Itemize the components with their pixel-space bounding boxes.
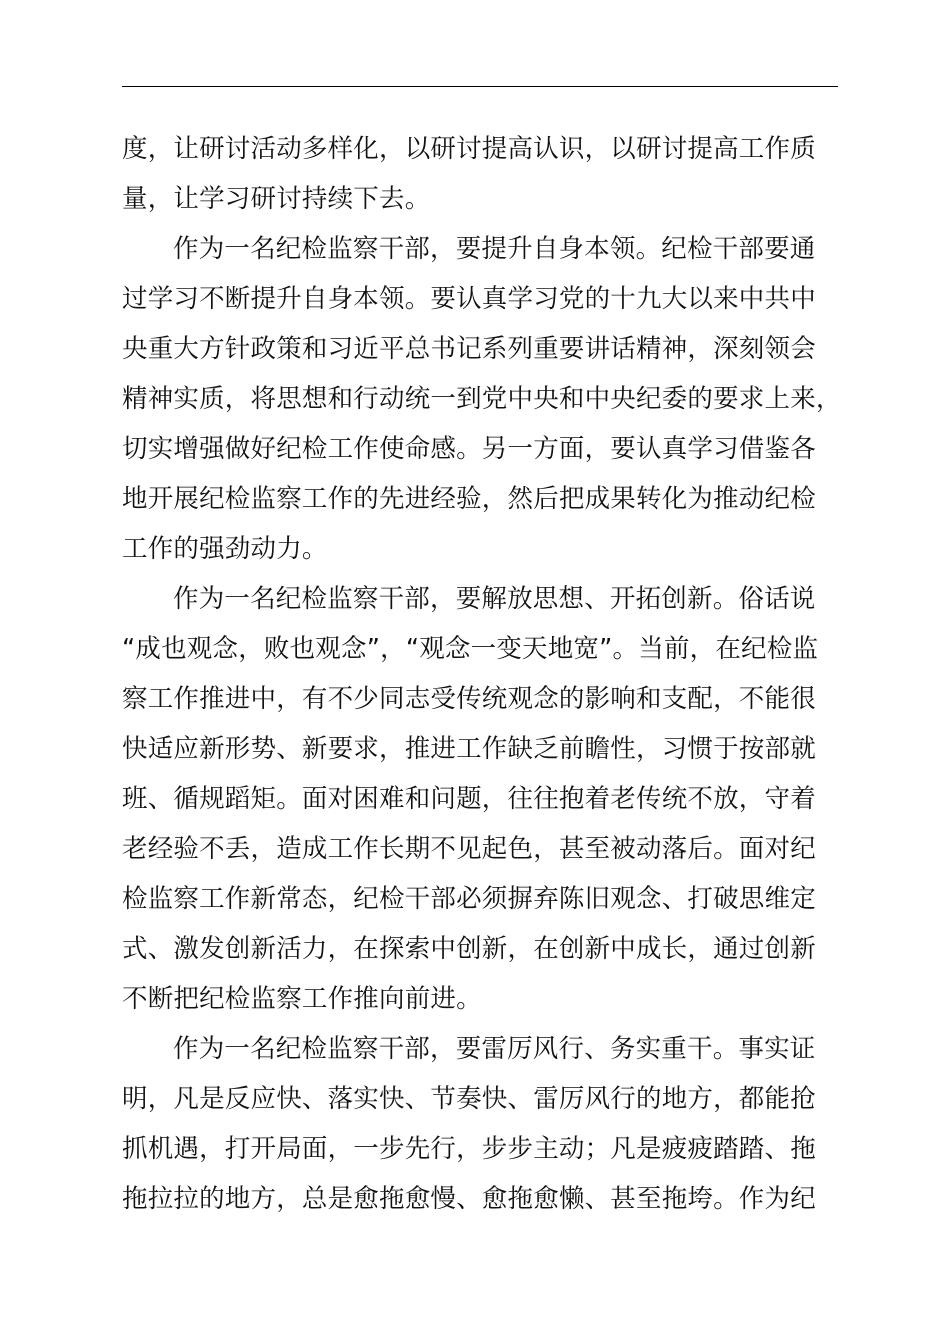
text-line: 工作的强劲动力。 <box>122 534 328 564</box>
text-line: 明，凡是反应快、落实快、节奏快、雷厉风行的地方，都能抢 <box>122 1084 816 1114</box>
text-line: 抓机遇，打开局面，一步先行，步步主动；凡是疲疲踏踏、拖 <box>122 1134 816 1164</box>
text-line: 央重大方针政策和习近平总书记系列重要讲话精神，深刻领会 <box>122 334 816 364</box>
text-line: 式、激发创新活力，在探索中创新，在创新中成长，通过创新 <box>122 934 816 964</box>
document-body <box>122 124 852 1224</box>
text-line: 地开展纪检监察工作的先进经验，然后把成果转化为推动纪检 <box>122 484 816 514</box>
text-line: 班、循规蹈矩。面对困难和问题，往往抱着老传统不放，守着 <box>122 784 816 814</box>
text-line: 拖拉拉的地方，总是愈拖愈慢、愈拖愈懒、甚至拖垮。作为纪 <box>122 1184 816 1214</box>
text-line: 察工作推进中，有不少同志受传统观念的影响和支配，不能很 <box>122 684 816 714</box>
text-line: 老经验不丢，造成工作长期不见起色，甚至被动落后。面对纪 <box>122 834 816 864</box>
text-line: 量，让学习研讨持续下去。 <box>122 184 431 214</box>
text-line: 精神实质，将思想和行动统一到党中央和中央纪委的要求上来， <box>122 384 842 414</box>
text-line: “成也观念，败也观念”，“观念一变天地宽”。当前，在纪检监 <box>122 634 819 664</box>
header-rule <box>122 86 838 87</box>
text-line: 检监察工作新常态，纪检干部必须摒弃陈旧观念、打破思维定 <box>122 884 816 914</box>
paragraph-start-line: 作为一名纪检监察干部，要解放思想、开拓创新。俗话说 <box>173 584 816 614</box>
paragraph-start-line: 作为一名纪检监察干部，要提升自身本领。纪检干部要通 <box>173 234 816 264</box>
text-line: 不断把纪检监察工作推向前进。 <box>122 984 482 1014</box>
text-line: 度，让研讨活动多样化，以研讨提高认识，以研讨提高工作质 <box>122 134 816 164</box>
text-line: 快适应新形势、新要求，推进工作缺乏前瞻性，习惯于按部就 <box>122 734 816 764</box>
text-line: 切实增强做好纪检工作使命感。另一方面，要认真学习借鉴各 <box>122 434 816 464</box>
paragraph-start-line: 作为一名纪检监察干部，要雷厉风行、务实重干。事实证 <box>173 1034 816 1064</box>
text-line: 过学习不断提升自身本领。要认真学习党的十九大以来中共中 <box>122 284 816 314</box>
